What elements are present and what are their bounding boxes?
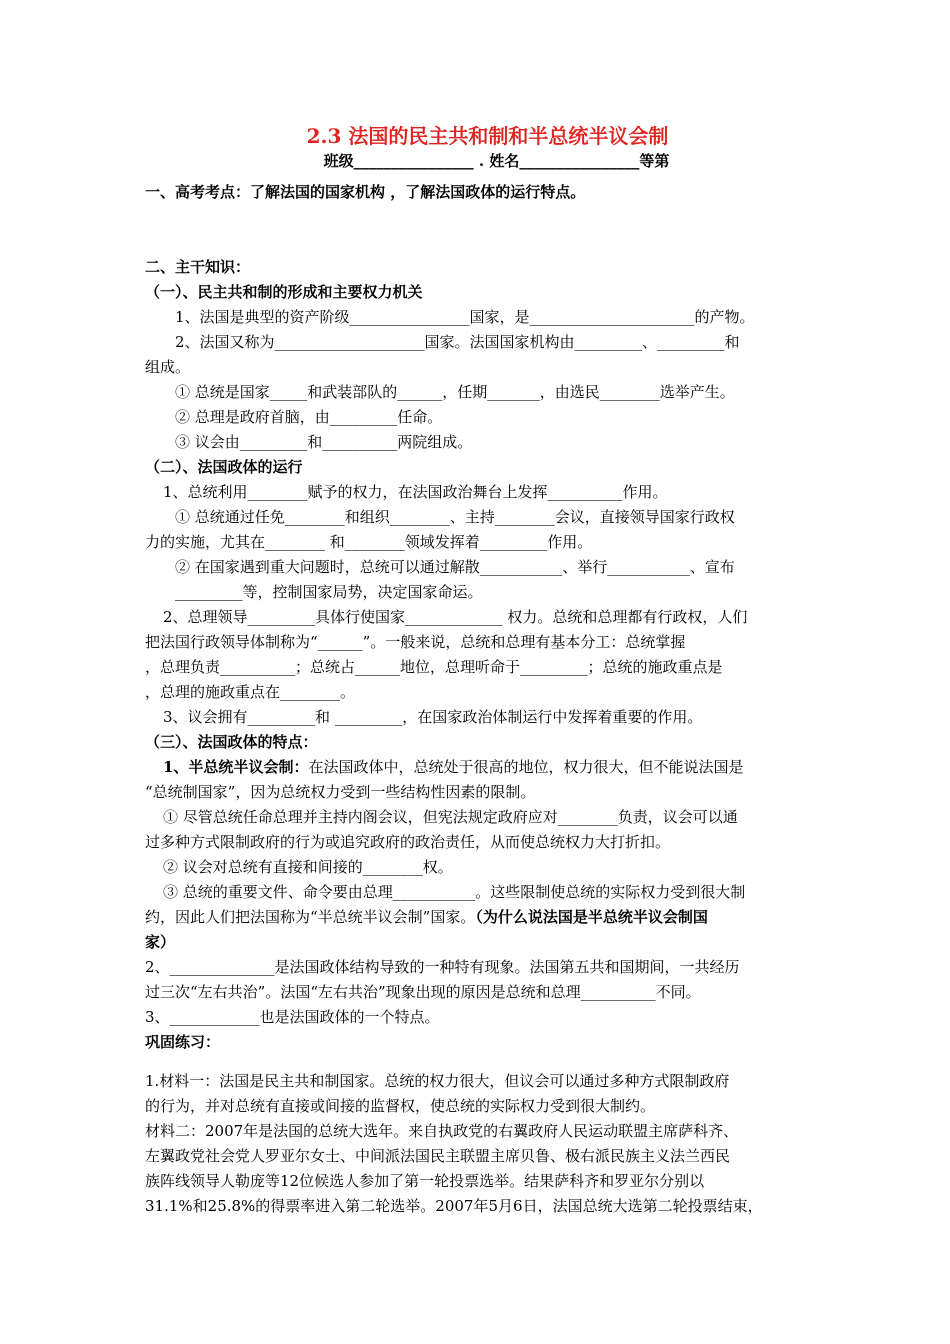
section-heading-main: 二、主干知识：: [145, 258, 251, 276]
exam-points: 一、高考考点：了解法国的国家机构 ，了解法国政体的运行特点。: [145, 183, 586, 201]
paragraph-line: ，总理的施政重点在________。: [145, 683, 356, 701]
paragraph-line: ② 在国家遇到重大问题时，总统可以通过解散___________、举行___________、宣布: [175, 558, 735, 576]
exercise-line: 的行为，并对总统有直接或间接的监督权，使总统的实际权力受到很大制约。: [145, 1097, 656, 1115]
paragraph-line: 把法国行政领导体制称为“______”。一般来说，总统和总理有基本分工：总统掌握: [145, 633, 686, 651]
paragraph-line: _________等，控制国家局势，决定国家命运。: [175, 583, 483, 601]
paragraph-line: ② 总理是政府首脑，由_________任命。: [175, 408, 443, 426]
exercise-line: 31.1%和25.8%的得票率进入第二轮选举。2007年5月6日，法国总统大选第二轮投票结束，: [145, 1197, 763, 1215]
paragraph-line: 3、____________也是法国政体的一个特点。: [145, 1008, 440, 1026]
paragraph-line: 1、总统利用________赋予的权力，在法国政治舞台上发挥__________作用。: [163, 483, 668, 501]
inline-bold-question: （为什么说法国是半总统半议会制国: [475, 908, 708, 926]
paragraph-line: 力的实施，尤其在________ 和________领域发挥着_________作用。: [145, 533, 593, 551]
paragraph-line: 2、______________是法国政体结构导致的一种特有现象。法国第五共和国期间，一共经历: [145, 958, 740, 976]
subsection-heading-1: （一）、民主共和制的形成和主要权力机关: [145, 283, 423, 301]
subsection-heading-2: （二）、法国政体的运行: [145, 458, 303, 476]
exercise-line: 1.材料一：法国是民主共和制国家。总统的权力很大，但议会可以通过多种方式限制政府: [145, 1072, 730, 1090]
paragraph-line: ① 总统通过任免________和组织________、主持________会议，直接领导国家行政权: [175, 508, 735, 526]
paragraph-line: 过多种方式限制政府的行为或追究政府的政治责任，从而使总统权力大打折扣。: [145, 833, 671, 851]
paragraph-line: ③ 议会由_________和__________两院组成。: [175, 433, 473, 451]
paragraph-line: [145, 755, 810, 780]
paragraph-line: 组成。: [145, 358, 191, 376]
inline-text: 在法国政体中，总统处于很高的地位，权力很大，但不能说法国是: [308, 758, 744, 776]
paragraph-line: ① 尽管总统任命总理并主持内阁会议，但宪法规定政府应对________负责，议会可以通: [163, 808, 738, 826]
paragraph-line: 1、法国是典型的资产阶级________________国家，是______________________的产物。: [175, 308, 755, 326]
paragraph-line: ，总理负责__________；总统占______地位，总理听命于_________；总统的施政重点是: [145, 658, 723, 676]
exercise-line: 材料二：2007年是法国的总统大选年。来自执政党的右翼政府人民运动联盟主席萨科齐、: [145, 1122, 739, 1140]
paragraph-line: 过三次“左右共治”。法国“左右共治”现象出现的原因是总统和总理__________不同。: [145, 983, 701, 1001]
paragraph-line: ① 总统是国家_____和武装部队的______，任期_______，由选民________选举产生。: [175, 383, 735, 401]
paragraph-line: 2、法国又称为____________________国家。法国国家机构由_________、_________和: [175, 333, 740, 351]
student-info-line: 班级________________ . 姓名________________等第: [323, 152, 670, 170]
inline-bold-label: 1、半总统半议会制：: [163, 758, 309, 776]
paragraph-line: “总统制国家”，因为总统权力受到一些结构性因素的限制。: [145, 783, 536, 801]
paragraph-line: 家）: [145, 933, 176, 951]
subsection-heading-3: （三）、法国政体的特点：: [145, 733, 318, 751]
document-title: 2.3 法国的民主共和制和半总统半议会制: [306, 124, 669, 148]
paragraph-line: [145, 905, 810, 930]
paragraph-line: ③ 总统的重要文件、命令要由总理___________。这些限制使总统的实际权力受到很大制: [163, 883, 746, 901]
paragraph-line: 2、总理领导_________具体行使国家_____________ 权力。总统和总理都有行政权，人们: [163, 608, 748, 626]
exercise-line: 族阵线领导人勒庞等12位候选人参加了第一轮投票选举。结果萨科齐和罗亚尔分别以: [145, 1172, 705, 1190]
paragraph-line: ② 议会对总统有直接和间接的________权。: [163, 858, 453, 876]
inline-text: 约，因此人们把法国称为“半总统半议会制”国家。: [145, 908, 476, 926]
exercise-line: 左翼政党社会党人罗亚尔女士、中间派法国民主联盟主席贝鲁、极右派民族主义法兰西民: [145, 1147, 731, 1165]
paragraph-line: 3、议会拥有_________和 _________，在国家政治体制运行中发挥着重要的作用。: [163, 708, 703, 726]
exercise-heading: 巩固练习：: [145, 1033, 221, 1051]
document-page: [145, 122, 810, 1219]
